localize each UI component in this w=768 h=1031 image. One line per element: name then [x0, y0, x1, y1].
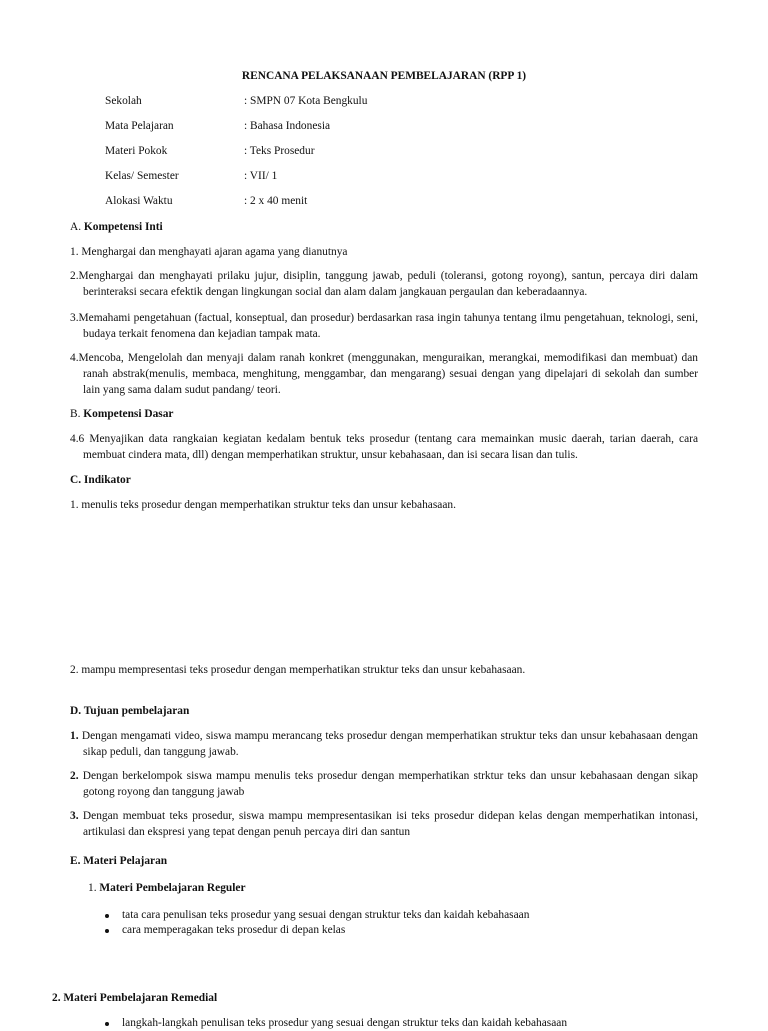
list-item	[105, 923, 665, 938]
tujuan-item-3	[70, 808, 698, 840]
identity-row-sekolah	[105, 93, 705, 109]
bullet-icon	[105, 1022, 109, 1026]
section-heading-indikator: C. Indikator	[70, 474, 131, 486]
list-item-text: langkah-langkah penulisan teks prosedur yang sesuai dengan struktur teks dan kaidah kebahasaan	[122, 1017, 568, 1029]
section-prefix: B.	[70, 408, 84, 420]
section-heading-tujuan: D. Tujuan pembelajaran	[70, 705, 190, 717]
identity-row-kelas-semester	[105, 168, 705, 184]
section-title: Kompetensi Dasar	[83, 408, 174, 420]
identity-value: : 2 x 40 menit	[244, 195, 308, 207]
materi-reguler-list	[105, 908, 665, 938]
materi-reguler-heading	[88, 880, 246, 896]
tujuan-item-2	[70, 768, 698, 800]
tujuan-item-1	[70, 728, 698, 760]
ki-item-3: 3.Memahami pengetahuan (factual, konseptual, dan prosedur) berdasarkan rasa ingin tahunya tentang ilmu pengetahuan, teknologi, seni, budaya terkait fenomena dan kejadian tampak mata.	[70, 312, 698, 340]
bullet-icon	[105, 929, 109, 933]
tujuan-number: 1.	[70, 730, 79, 742]
ki-item-4: 4.Mencoba, Mengelolah dan menyaji dalam ranah konkret (menggunakan, menguraikan, merangkai, memodifikasi dan membuat) dan ranah abstrak(menulis, membaca, menghitung, menggambar, dan mengarang) sesuai dengan yang dipelajari di sekolah dan sumber lain yang sama dalam sudut pandang/ teori.	[70, 352, 698, 396]
section-prefix: A.	[70, 221, 84, 233]
identity-row-materi-pokok	[105, 143, 705, 159]
section-heading-kompetensi-inti	[70, 219, 163, 235]
list-item-text: cara memperagakan teks prosedur di depan kelas	[122, 924, 346, 936]
list-item	[105, 908, 665, 923]
identity-value: : Teks Prosedur	[244, 145, 315, 157]
identity-label: Kelas/ Semester	[105, 170, 179, 182]
tujuan-text: Dengan berkelompok siswa mampu menulis teks prosedur dengan memperhatikan strktur teks dan unsur kebahasaan dengan sikap gotong royong dan tanggung jawab	[78, 770, 698, 798]
document-title: RENCANA PELAKSANAAN PEMBELAJARAN (RPP 1)	[241, 70, 527, 82]
identity-row-mata-pelajaran	[105, 118, 705, 134]
indikator-item-2: 2. mampu mempresentasi teks prosedur dengan memperhatikan struktur teks dan unsur kebahasaan.	[70, 664, 526, 676]
materi-reguler-number: 1.	[88, 882, 100, 894]
tujuan-number: 3.	[70, 810, 79, 822]
identity-label: Mata Pelajaran	[105, 120, 174, 132]
bullet-icon	[105, 914, 109, 918]
identity-row-alokasi-waktu	[105, 193, 705, 209]
list-item-text: tata cara penulisan teks prosedur yang sesuai dengan struktur teks dan kaidah kebahasaan	[122, 909, 530, 921]
section-heading-kompetensi-dasar	[70, 406, 173, 422]
identity-value: : Bahasa Indonesia	[244, 120, 331, 132]
section-title: Kompetensi Inti	[83, 221, 163, 233]
materi-remedial-heading: 2. Materi Pembelajaran Remedial	[52, 992, 218, 1004]
materi-reguler-title: Materi Pembelajaran Reguler	[99, 882, 246, 894]
identity-label: Alokasi Waktu	[105, 195, 173, 207]
tujuan-text: Dengan mengamati video, siswa mampu merancang teks prosedur dengan memperhatikan struktur teks dan unsur kebahasaan dengan sikap peduli, dan tanggung jawab.	[78, 730, 698, 758]
kd-item: 4.6 Menyajikan data rangkaian kegiatan kedalam bentuk teks prosedur (tentang cara memainkan music daerah, tarian daerah, cara membuat cindera mata, dll) dengan memperhatikan struktur, unsur kebahasaan, dan isi secara lisan dan tulis.	[70, 433, 698, 461]
identity-label: Materi Pokok	[105, 145, 168, 157]
indikator-item-1: 1. menulis teks prosedur dengan memperhatikan struktur teks dan unsur kebahasaan.	[70, 499, 456, 511]
tujuan-text: Dengan membuat teks prosedur, siswa mampu mempresentasikan isi teks prosedur didepan kelas dengan memperhatikan intonasi, artikulasi dan ekspresi yang tepat dengan penuh percaya diri dan santun	[78, 810, 698, 838]
tujuan-number: 2.	[70, 770, 79, 782]
identity-label: Sekolah	[105, 95, 142, 107]
identity-value: : VII/ 1	[244, 170, 278, 182]
ki-item-1: 1. Menghargai dan menghayati ajaran agama yang dianutnya	[70, 246, 348, 258]
ki-item-2: 2.Menghargai dan menghayati prilaku jujur, disiplin, tanggung jawab, peduli (toleransi, gotong royong), santun, percaya diri dalam berinteraksi secara efektik dengan lingkungan social dan alam dalam jangkauan pergaulan dan keberadaannya.	[70, 270, 698, 298]
section-heading-materi: E. Materi Pelajaran	[70, 855, 168, 867]
identity-value: : SMPN 07 Kota Bengkulu	[244, 95, 368, 107]
